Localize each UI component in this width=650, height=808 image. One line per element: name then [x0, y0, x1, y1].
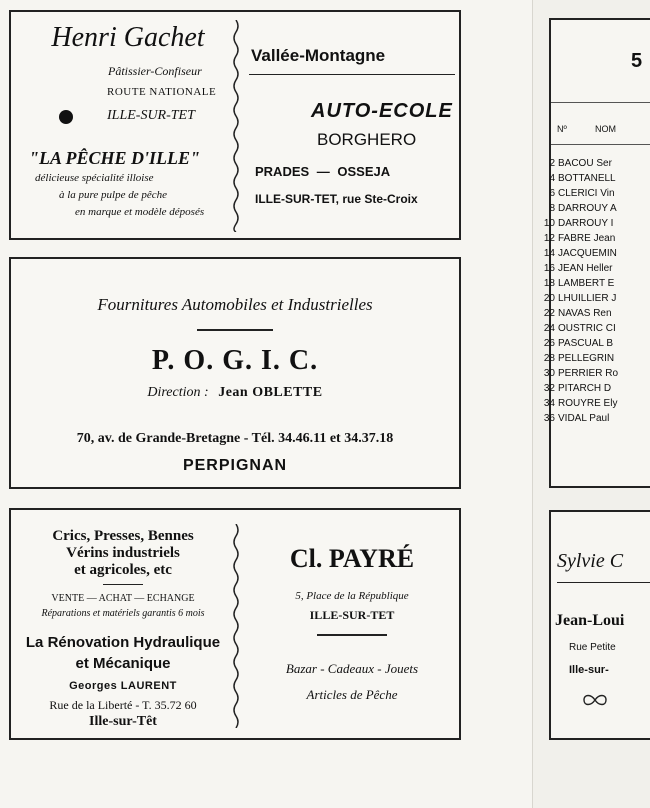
borghero-title: Vallée-Montagne	[251, 46, 386, 65]
ad-box-gachet-borghero	[9, 10, 461, 240]
auto-ecole-label: AUTO-ECOLE	[311, 100, 453, 122]
results-row	[537, 398, 617, 409]
results-row	[537, 353, 614, 364]
ad-box-laurent-payre	[9, 508, 461, 740]
borghero-owner: BORGHERO	[317, 130, 417, 149]
results-row-name: DARROUY I	[558, 218, 614, 229]
gachet-address: ROUTE NATIONALE	[107, 86, 217, 98]
results-row-number: 2	[549, 158, 555, 169]
laurent-company1: La Rénovation Hydraulique	[25, 634, 221, 651]
borghero-towns: PRADES — OSSEJA	[255, 164, 391, 179]
sylvie-town: Ille-sur-	[569, 664, 609, 676]
results-row	[537, 368, 618, 379]
gachet-specialty-title: "LA PÊCHE D'ILLE"	[29, 148, 201, 168]
infinity-icon	[581, 692, 609, 708]
payre-address: 5, Place de la République	[295, 590, 409, 602]
results-row-number: 34	[543, 398, 555, 409]
results-row-name: PELLEGRIN	[558, 353, 615, 364]
sylvie-script: Sylvie C	[557, 550, 624, 572]
pogic-direction-label: Direction :	[147, 385, 209, 400]
pogic-address: 70, av. de Grande-Bretagne - Tél. 34.46.11 et 34.37.18	[76, 431, 394, 446]
laurent-line2: Vérins industriels	[66, 545, 180, 561]
pogic-direction	[11, 385, 459, 401]
ad-box-pogic	[9, 257, 461, 489]
results-row-name: LHUILLIER J	[558, 293, 617, 304]
gachet-profession: Pâtissier-Confiseur	[108, 64, 202, 78]
results-row-number: 8	[549, 203, 555, 214]
laurent-address: Rue de la Liberté - T. 35.72 60	[49, 698, 197, 712]
payre-goods2: Articles de Pêche	[306, 687, 398, 702]
results-row	[537, 248, 617, 259]
results-row-number: 30	[543, 368, 555, 379]
results-row	[537, 323, 616, 334]
col-header-name: NOM	[595, 124, 616, 134]
wavy-divider	[232, 20, 240, 232]
results-row-number: 22	[543, 308, 555, 319]
laurent-company2: et Mécanique	[75, 655, 171, 672]
title-underline	[249, 74, 455, 75]
sylvie-ad-box	[549, 510, 650, 740]
gachet-specialty-line2: à la pure pulpe de pêche	[59, 189, 168, 201]
wavy-divider	[232, 524, 240, 728]
results-row-number: 32	[543, 383, 555, 394]
results-row-number: 16	[543, 263, 555, 274]
header-rule	[551, 102, 650, 103]
results-row	[537, 218, 613, 229]
results-row-number: 28	[543, 353, 555, 364]
laurent-line1: Crics, Presses, Bennes	[52, 528, 194, 544]
col-header-no: Nº	[557, 124, 567, 134]
results-row-number: 36	[543, 413, 555, 424]
results-row	[537, 233, 615, 244]
results-row	[537, 308, 612, 319]
results-row	[537, 278, 614, 289]
bullet-icon	[59, 110, 73, 124]
results-row	[537, 293, 616, 304]
laurent-owner: Georges LAURENT	[69, 680, 177, 692]
sylvie-name: Jean-Loui	[555, 612, 625, 629]
pogic-divider	[197, 329, 273, 331]
results-row-name: OUSTRIC CI	[558, 323, 616, 334]
payre-name: Cl. PAYRÉ	[289, 544, 415, 573]
results-row-number: 20	[543, 293, 555, 304]
results-row	[537, 263, 612, 274]
payre-town: ILLE-SUR-TET	[309, 608, 395, 622]
payre-goods1: Bazar - Cadeaux - Jouets	[285, 661, 419, 676]
results-row-number: 12	[543, 233, 555, 244]
laurent-line3: et agricoles, etc	[74, 562, 172, 578]
pogic-director: Jean OBLETTE	[218, 385, 323, 400]
results-row-number: 10	[543, 218, 555, 229]
results-row-name: PITARCH D	[558, 383, 612, 394]
results-header-number: 5	[631, 50, 643, 72]
results-row-name: BOTTANELL	[558, 173, 616, 184]
results-row-number: 14	[543, 248, 555, 259]
results-row	[537, 203, 617, 214]
laurent-services: VENTE — ACHAT — ECHANGE	[51, 593, 195, 604]
results-row-name: DARROUY A	[558, 203, 617, 214]
results-row-name: PASCUAL B	[558, 338, 614, 349]
results-row-name: BACOU Ser	[558, 158, 612, 169]
payre-divider	[317, 634, 387, 636]
results-row-name: JEAN Heller	[558, 263, 613, 274]
results-row-name: JACQUEMIN	[558, 248, 617, 259]
laurent-guarantee: Réparations et matériels garantis 6 mois	[41, 608, 205, 619]
results-row	[537, 338, 613, 349]
results-row-name: NAVAS Ren	[558, 308, 612, 319]
results-row-number: 6	[549, 188, 555, 199]
results-row-name: CLERICI Vin	[558, 188, 615, 199]
results-row-name: VIDAL Paul	[558, 413, 610, 424]
gachet-specialty-line1: délicieuse spécialité illoise	[35, 172, 154, 184]
results-row	[537, 188, 615, 199]
results-row	[537, 173, 616, 184]
pogic-company: P. O. G. I. C.	[151, 345, 319, 376]
results-row-number: 26	[543, 338, 555, 349]
borghero-address: ILLE-SUR-TET, rue Ste-Croix	[255, 192, 418, 206]
sylvie-street: Rue Petite	[569, 642, 616, 653]
gachet-specialty-line3: en marque et modèle déposés	[75, 206, 205, 218]
pogic-tagline: Fournitures Automobiles et Industrielles	[97, 295, 373, 314]
sylvie-rule	[557, 582, 650, 583]
results-row-name: ROUYRE Ely	[558, 398, 618, 409]
results-row-number: 24	[543, 323, 555, 334]
col-header-rule	[551, 144, 650, 145]
results-table-box	[543, 18, 650, 488]
results-row	[537, 413, 609, 424]
gachet-name: Henri Gachet	[51, 22, 205, 53]
results-row	[537, 383, 611, 394]
results-row-name: LAMBERT E	[558, 278, 615, 289]
results-row-number: 4	[549, 173, 555, 184]
laurent-divider-1	[103, 584, 143, 585]
gachet-town: ILLE-SUR-TET	[107, 108, 195, 123]
results-row-name: FABRE Jean	[558, 233, 616, 244]
results-row	[537, 158, 612, 169]
results-row-number: 18	[543, 278, 555, 289]
right-page	[532, 0, 650, 808]
results-row-name: PERRIER Ro	[558, 368, 619, 379]
laurent-town: Ille-sur-Têt	[89, 714, 157, 729]
pogic-city: PERPIGNAN	[182, 457, 288, 474]
